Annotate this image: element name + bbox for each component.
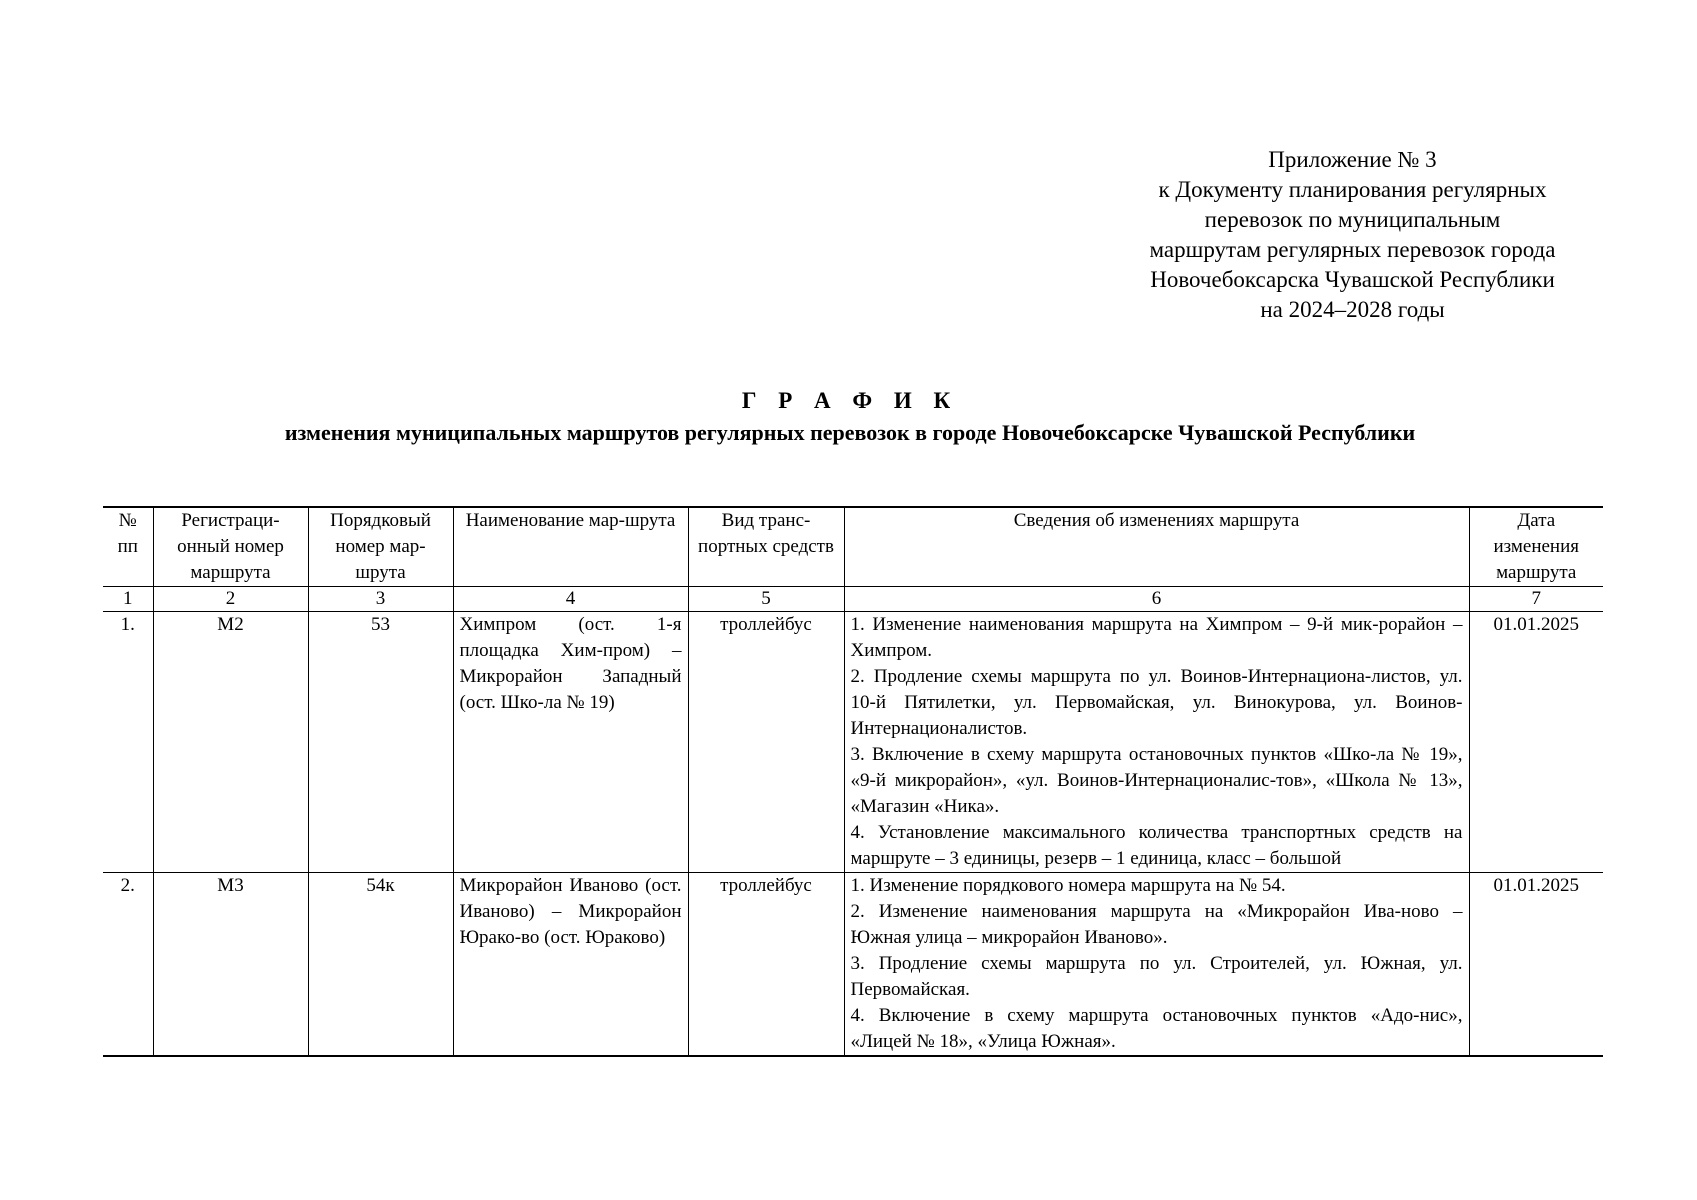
- appendix-line: на 2024–2028 годы: [1260, 297, 1445, 322]
- header-route-number: Порядковый номер мар-шрута: [308, 507, 453, 587]
- header-date: Дата изменения маршрута: [1469, 507, 1603, 587]
- change-item: 1. Изменение порядкового номера маршрута на № 54.: [850, 875, 1286, 896]
- change-item: 3. Продление схемы маршрута по ул. Строителей, ул. Южная, ул. Первомайская.: [850, 953, 1463, 1000]
- change-item: 4. Установление максимального количества транспортных средств на маршруте – 3 единицы, резерв – 1 единица, класс – большой: [850, 822, 1463, 869]
- header-reg-number: Регистраци-онный номер маршрута: [153, 507, 308, 587]
- document-title: Г Р А Ф И К: [741, 388, 959, 413]
- route-number: 54к: [308, 873, 453, 1057]
- route-changes: [844, 612, 1469, 873]
- appendix-line: перевозок по муниципальным: [1204, 207, 1501, 232]
- reg-number: М3: [153, 873, 308, 1057]
- header-row: [103, 507, 1603, 587]
- route-number: 53: [308, 612, 453, 873]
- header-route-name: Наименование мар-шрута: [453, 507, 688, 587]
- column-number: 6: [844, 587, 1469, 612]
- row-number: 1.: [103, 612, 153, 873]
- schedule-table: [103, 506, 1603, 1057]
- reg-number: М2: [153, 612, 308, 873]
- appendix-block: [1100, 145, 1605, 325]
- change-item: 4. Включение в схему маршрута остановочных пунктов «Адо-нис», «Лицей № 18», «Улица Южная».: [850, 1005, 1463, 1052]
- table-row: [103, 612, 1603, 873]
- column-number: 4: [453, 587, 688, 612]
- row-number: 2.: [103, 873, 153, 1057]
- column-number: 2: [153, 587, 308, 612]
- route-name: Микрорайон Иваново (ост. Иваново) – Микрорайон Юрако-во (ост. Юраково): [453, 873, 688, 1057]
- change-date: 01.01.2025: [1469, 873, 1603, 1057]
- route-name: Химпром (ост. 1-я площадка Хим-пром) – Микрорайон Западный (ост. Шко-ла № 19): [453, 612, 688, 873]
- vehicle-type: троллейбус: [688, 612, 844, 873]
- appendix-line: Новочебоксарска Чувашской Республики: [1150, 267, 1555, 292]
- column-number: 5: [688, 587, 844, 612]
- document-subtitle: изменения муниципальных маршрутов регулярных перевозок в городе Новочебоксарске Чувашской Республики: [284, 420, 1416, 445]
- column-number: 7: [1469, 587, 1603, 612]
- change-item: 1. Изменение наименования маршрута на Химпром – 9-й мик-рорайон – Химпром.: [850, 614, 1463, 661]
- vehicle-type: троллейбус: [688, 873, 844, 1057]
- column-number: 3: [308, 587, 453, 612]
- header-number: № пп: [103, 507, 153, 587]
- table-row: [103, 873, 1603, 1057]
- appendix-line: к Документу планирования регулярных: [1158, 177, 1547, 202]
- header-changes: Сведения об изменениях маршрута: [844, 507, 1469, 587]
- header-vehicle-type: Вид транс-портных средств: [688, 507, 844, 587]
- column-number-row: [103, 587, 1603, 612]
- change-item: 3. Включение в схему маршрута остановочных пунктов «Шко-ла № 19», «9-й микрорайон», «ул. Воинов-Интернационалис-тов», «Школа № 13», «Магазин «Ника».: [850, 744, 1463, 817]
- change-item: 2. Изменение наименования маршрута на «Микрорайон Ива-ново – Южная улица – микрорайон Иваново».: [850, 901, 1463, 948]
- appendix-line: Приложение № 3: [1268, 147, 1437, 172]
- route-changes: [844, 873, 1469, 1057]
- change-item: 2. Продление схемы маршрута по ул. Воинов-Интернациона-листов, ул. 10-й Пятилетки, ул. Первомайская, ул. Винокурова, ул. Воинов-Интернационалистов.: [850, 666, 1463, 739]
- column-number: 1: [103, 587, 153, 612]
- appendix-line: маршрутам регулярных перевозок города: [1149, 237, 1556, 262]
- change-date: 01.01.2025: [1469, 612, 1603, 873]
